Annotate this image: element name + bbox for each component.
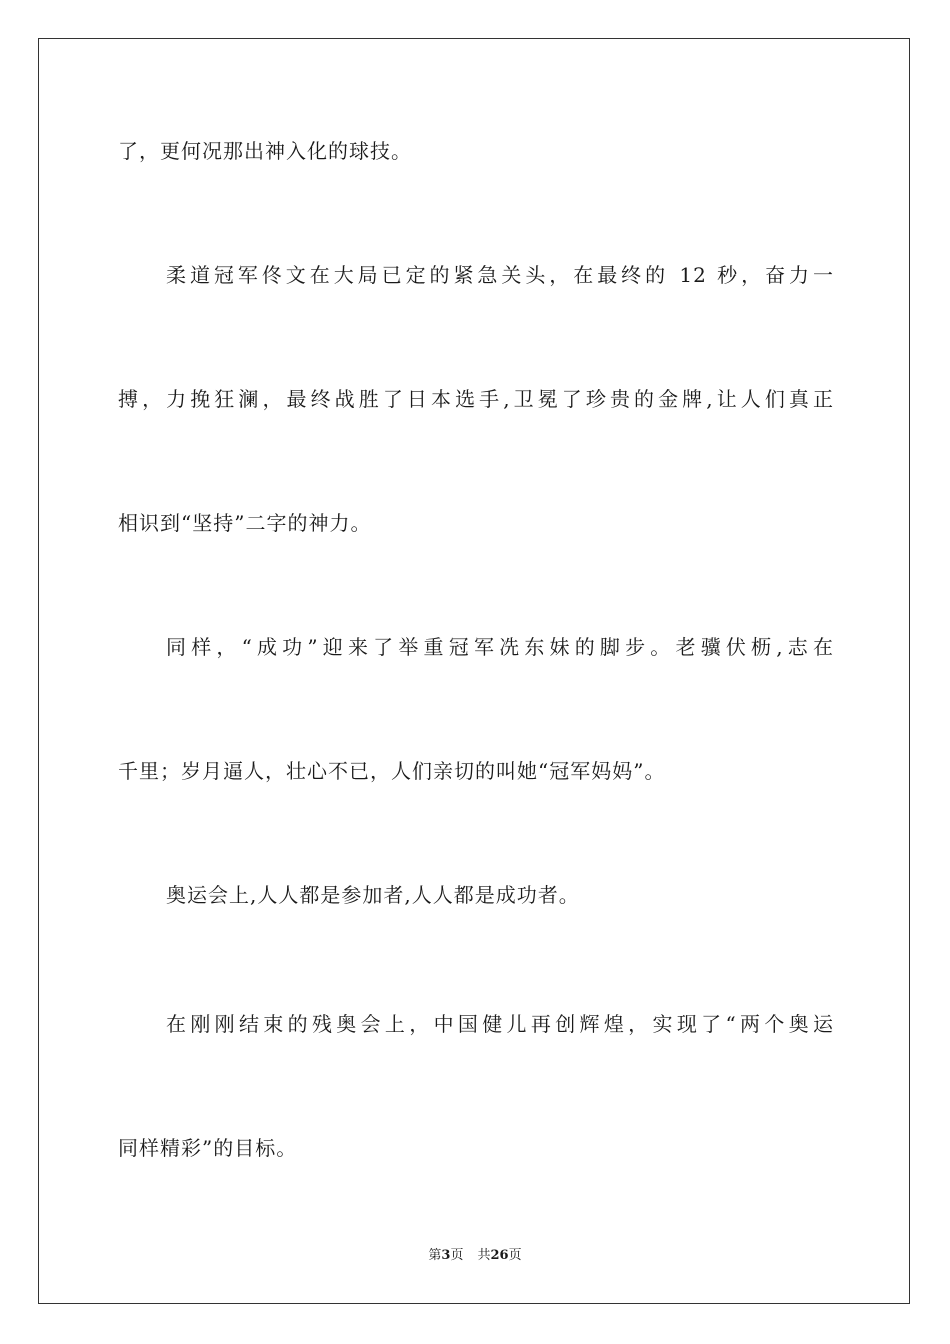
- paragraph-line: 了，更何况那出神入化的球技。: [118, 139, 412, 163]
- paragraph-line: 相识到“坚持”二字的神力。: [118, 511, 372, 535]
- page-suffix: 页: [450, 1248, 464, 1263]
- total-suffix: 页: [508, 1248, 522, 1263]
- paragraph-line: 在刚刚结束的残奥会上，中国健儿再创辉煌，实现了“两个奥运: [166, 1012, 834, 1036]
- paragraph-line: 柔道冠军佟文在大局已定的紧急关头，在最终的 12 秒，奋力一: [166, 263, 834, 287]
- page-prefix: 第: [428, 1248, 442, 1263]
- paragraph-line: 奥运会上,人人都是参加者,人人都是成功者。: [166, 883, 580, 907]
- page-number: 3: [441, 1248, 451, 1263]
- paragraph-line: 同样精彩”的目标。: [118, 1136, 298, 1160]
- total-prefix: 共: [477, 1248, 491, 1263]
- page-footer: [0, 1247, 950, 1265]
- paragraph-line: 同样，“成功”迎来了举重冠军冼东妹的脚步。老骥伏枥,志在: [166, 635, 834, 659]
- paragraph-line: 千里；岁月逼人，壮心不已，人们亲切的叫她“冠军妈妈”。: [118, 759, 666, 783]
- total-pages: 26: [490, 1248, 509, 1263]
- paragraph-line: 搏，力挽狂澜，最终战胜了日本选手,卫冕了珍贵的金牌,让人们真正: [118, 387, 834, 411]
- page-border: [38, 38, 910, 1304]
